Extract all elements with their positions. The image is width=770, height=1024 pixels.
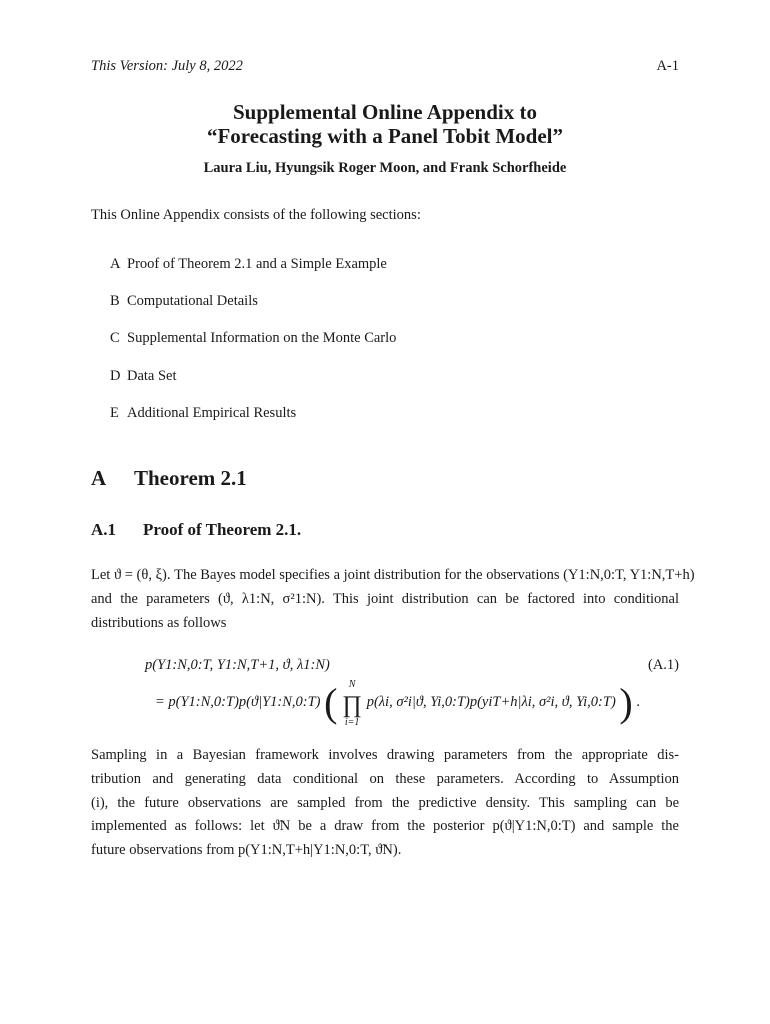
rhs-prefix: = p(Y1:N,0:T)p(ϑ|Y1:N,0:T): [155, 694, 321, 710]
title-line-2: “Forecasting with a Panel Tobit Model”: [206, 124, 564, 148]
item-label: Data Set: [127, 367, 177, 384]
right-paren: ): [619, 680, 633, 725]
subsection-title: Proof of Theorem 2.1.: [143, 520, 302, 539]
item-letter: B: [110, 293, 120, 310]
section-list: [110, 256, 396, 442]
section-heading: [91, 466, 247, 491]
text-line: Let ϑ = (θ, ξ). The Bayes model specifies a joint distribution for the observations (Y1:N,0:T, Y1:N,T+h): [91, 567, 695, 583]
paragraph-sampling: [91, 744, 679, 863]
product-symbol: ∏: [342, 692, 362, 718]
section-list-item: [110, 330, 396, 367]
text-line: distributions as follows: [91, 614, 227, 631]
section-list-item: [110, 405, 396, 442]
left-paren: (: [324, 680, 338, 725]
item-letter: D: [110, 367, 121, 384]
text-line: tribution and generating data conditional on these parameters. According to Assumption: [91, 770, 679, 787]
running-header: [91, 58, 679, 78]
subsection-heading: [91, 520, 301, 540]
section-list-item: [110, 293, 396, 330]
text-line: (i), the future observations are sampled from the predictive density. This sampling can be: [91, 794, 679, 811]
section-list-item: [110, 256, 396, 293]
product-operator: [341, 679, 363, 728]
equation-number: (A.1): [647, 657, 679, 673]
section-list-item: [110, 368, 396, 405]
section-number: A: [91, 466, 107, 490]
item-label: Supplemental Information on the Monte Carlo: [127, 330, 397, 347]
equation-lhs: p(Y1:N,0:T, Y1:N,T+1, ϑ, λ1:N): [145, 657, 330, 673]
paragraph-model: [91, 564, 695, 635]
item-letter: A: [110, 256, 121, 272]
rhs-body: p(λi, σ²i|ϑ, Yi,0:T)p(yiT+h|λi, σ²i, ϑ, Yi,0:T): [366, 694, 616, 710]
product-lower-limit: i=1: [344, 717, 360, 728]
author-list: Laura Liu, Hyungsik Roger Moon, and Frank Schorfheide: [203, 160, 567, 176]
item-letter: C: [110, 330, 120, 347]
product-upper-limit: N: [348, 679, 356, 690]
intro-sentence: This Online Appendix consists of the following sections:: [91, 207, 421, 223]
rhs-end: .: [636, 694, 640, 710]
page-number: A-1: [656, 58, 679, 74]
paper-title: [0, 100, 770, 148]
section-title: Theorem 2.1: [134, 466, 247, 490]
version-date: This Version: July 8, 2022: [91, 58, 243, 74]
text-line: Sampling in a Bayesian framework involves drawing parameters from the appropriate dis-: [91, 747, 679, 763]
equation-rhs: [155, 679, 640, 728]
text-line: future observations from p(Y1:N,T+h|Y1:N,0:T, ϑ̃N).: [91, 842, 402, 859]
title-line-1: Supplemental Online Appendix to: [233, 100, 537, 124]
text-line: and the parameters (ϑ, λ1:N, σ²1:N). This joint distribution can be factored into conditional: [91, 590, 679, 607]
subsection-number: A.1: [91, 520, 117, 539]
item-label: Additional Empirical Results: [127, 404, 297, 421]
item-letter: E: [110, 404, 119, 421]
item-label: Proof of Theorem 2.1 and a Simple Example: [127, 256, 387, 272]
item-label: Computational Details: [127, 293, 258, 310]
text-line: implemented as follows: let ϑ̃N be a draw from the posterior p(ϑ|Y1:N,0:T) and sample the: [91, 818, 679, 835]
